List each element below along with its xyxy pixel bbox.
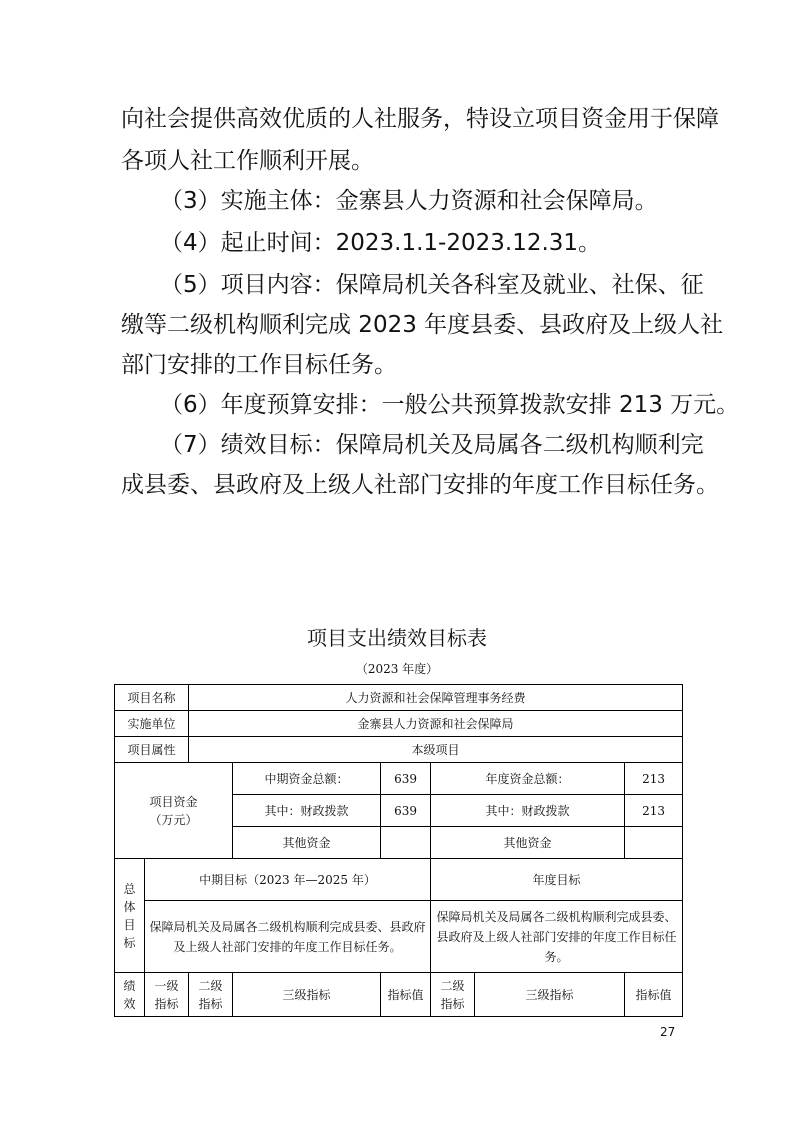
page-number: 27: [660, 1025, 676, 1039]
mid-goal-text: 保障局机关及局属各二级机构顺利完成县委、县政府及上级人社部门安排的年度工作目标任务。: [145, 901, 431, 973]
value-header-b: 指标值: [625, 973, 683, 1017]
year-goal-text: 保障局机关及局属各二级机构顺利完成县委、县政府及上级人社部门安排的年度工作目标任务。: [431, 901, 683, 973]
mid-fiscal-value: 639: [381, 795, 431, 827]
year-other-label: 其他资金: [431, 827, 625, 859]
year-total-label: 年度资金总额：: [431, 763, 625, 795]
body-line: 部门安排的工作目标任务。: [121, 352, 397, 378]
table-title: 项目支出绩效目标表: [307, 626, 487, 650]
mid-fiscal-label: 其中：财政拨款: [233, 795, 381, 827]
mid-goal-header: 中期目标（2023 年—2025 年）: [145, 859, 431, 901]
level1-header: 一级 指标: [145, 973, 189, 1017]
funds-label: 项目资金 （万元）: [115, 763, 233, 859]
mid-total-value: 639: [381, 763, 431, 795]
body-line: 成县委、县政府及上级人社部门安排的年度工作目标任务。: [121, 472, 719, 498]
body-line: （3）实施主体：金寨县人力资源和社会保障局。: [160, 188, 658, 214]
mid-total-label: 中期资金总额：: [233, 763, 381, 795]
table-row: [115, 859, 683, 901]
table-row: [115, 711, 683, 737]
unit-label: 实施单位: [115, 711, 189, 737]
table-row: [115, 685, 683, 711]
year-total-value: 213: [625, 763, 683, 795]
perf-label: 绩 效: [115, 973, 145, 1017]
table-row: [115, 763, 683, 795]
body-line: 向社会提供高效优质的人社服务，特设立项目资金用于保障: [121, 106, 719, 132]
body-line: 各项人社工作顺利开展。: [121, 148, 374, 174]
year-fiscal-value: 213: [625, 795, 683, 827]
attr-label: 项目属性: [115, 737, 189, 763]
body-line: （7）绩效目标：保障局机关及局属各二级机构顺利完: [160, 432, 704, 458]
performance-target-table: [114, 684, 683, 1017]
year-fiscal-label: 其中：财政拨款: [431, 795, 625, 827]
year-other-value: [625, 827, 683, 859]
project-name-value: 人力资源和社会保障管理事务经费: [189, 685, 683, 711]
year-goal-header: 年度目标: [431, 859, 683, 901]
table-row: [115, 973, 683, 1017]
unit-value: 金寨县人力资源和社会保障局: [189, 711, 683, 737]
mid-other-value: [381, 827, 431, 859]
table-year: （2023 年度）: [355, 662, 439, 676]
overall-goal-label: 总 体 目 标: [115, 859, 145, 973]
table-row: [115, 901, 683, 973]
body-line: （6）年度预算安排：一般公共预算拨款安排 213 万元。: [160, 392, 740, 418]
body-line: （4）起止时间：2023.1.1-2023.12.31。: [160, 230, 602, 256]
value-header: 指标值: [381, 973, 431, 1017]
level2-header-b: 二级 指标: [431, 973, 475, 1017]
table-row: [115, 737, 683, 763]
attr-value: 本级项目: [189, 737, 683, 763]
level3-header-b: 三级指标: [475, 973, 625, 1017]
level3-header: 三级指标: [233, 973, 381, 1017]
project-name-label: 项目名称: [115, 685, 189, 711]
level2-header: 二级 指标: [189, 973, 233, 1017]
body-line: 缴等二级机构顺利完成 2023 年度县委、县政府及上级人社: [121, 312, 724, 338]
mid-other-label: 其他资金: [233, 827, 381, 859]
body-line: （5）项目内容：保障局机关各科室及就业、社保、征: [160, 272, 704, 298]
